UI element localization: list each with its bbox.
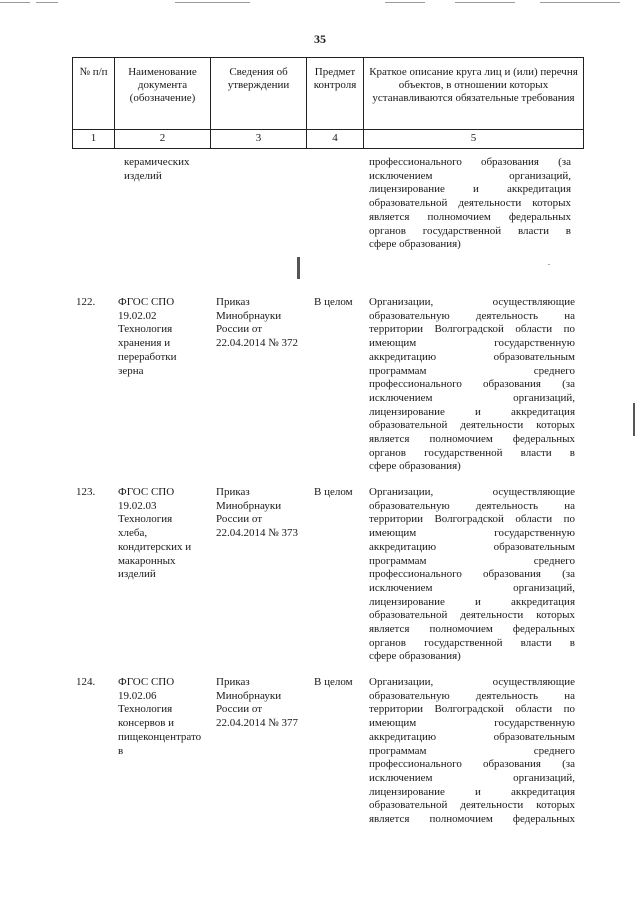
text-line: аккредитацию образовательным: [369, 350, 575, 363]
text-line: лицензирование и аккредитация: [369, 595, 575, 608]
text-line: территории Волгоградской области по: [369, 703, 575, 716]
text-line: зерна: [118, 364, 144, 377]
text-line: является полномочием федеральных: [369, 813, 575, 826]
text-line: является полномочием федеральных: [369, 210, 571, 223]
text-line: имеющим государственную: [369, 527, 575, 540]
text-line: образовательной деятельности которых: [369, 609, 575, 622]
text-line: территории Волгоградской области по: [369, 513, 575, 526]
text-line: сфере образования): [369, 238, 461, 251]
text-line: программам среднего: [369, 364, 575, 377]
header-col-number: № п/п: [73, 58, 115, 130]
column-number: 1: [73, 130, 115, 149]
text-line: переработки: [118, 350, 177, 363]
row-approval: [216, 296, 312, 351]
column-number: 5: [364, 130, 584, 149]
text-line: 19.02.03: [118, 499, 157, 512]
text-line: 22.04.2014 № 377: [216, 717, 298, 730]
text-line: России от: [216, 703, 263, 716]
text-line: лицензирование и аккредитация: [369, 405, 575, 418]
column-number: 2: [115, 130, 211, 149]
text-line: профессионального образования (за: [369, 568, 575, 581]
row-subject: В целом: [314, 486, 353, 498]
text-line: Минобрнауки: [216, 309, 282, 322]
header-col-description: Краткое описание круга лиц и (или) перечня объектов, в отношении которых устанавливаются обязательные требования: [364, 58, 584, 130]
row-document-name: [118, 296, 213, 378]
text-line: Организации, осуществляющие: [369, 676, 575, 688]
row-description: [369, 296, 575, 474]
row-description: [369, 486, 575, 664]
scan-artifact-top: [0, 0, 640, 8]
text-line: России от: [216, 513, 263, 526]
text-line: Технология: [118, 513, 173, 526]
text-line: аккредитацию образовательным: [369, 540, 575, 553]
text-line: образовательной деятельности которых: [369, 799, 575, 812]
scan-mark: [633, 403, 635, 436]
scan-speck: [548, 264, 550, 265]
text-line: консервов и: [118, 717, 175, 730]
text-line: Технология: [118, 703, 173, 716]
header-col-subject: Предмет контроля: [307, 58, 364, 130]
text-line: имеющим государственную: [369, 337, 575, 350]
text-line: ФГОС СПО: [118, 676, 175, 688]
text-line: профессионального образования (за: [369, 758, 575, 771]
row-document-name: [118, 486, 213, 582]
text-line: сфере образования): [369, 650, 461, 663]
text-line: территории Волгоградской области по: [369, 323, 575, 336]
text-line: органов государственной власти в: [369, 446, 575, 459]
text-line: органов государственной власти в: [369, 224, 571, 237]
text-line: России от: [216, 323, 263, 336]
text-line: 19.02.02: [118, 309, 157, 322]
text-line: Приказ: [216, 296, 250, 308]
continuation-description: [369, 156, 571, 252]
text-line: исключением организаций,: [369, 391, 575, 404]
text-line: образовательную деятельность на: [369, 689, 575, 702]
column-number: 3: [211, 130, 307, 149]
text-line: хлеба,: [118, 527, 148, 540]
row-subject: В целом: [314, 296, 353, 308]
text-line: 22.04.2014 № 372: [216, 337, 298, 350]
text-line: образовательную деятельность на: [369, 309, 575, 322]
header-col-approval: Сведения об утверждении: [211, 58, 307, 130]
row-subject: В целом: [314, 676, 353, 688]
text-line: кондитерских и: [118, 540, 192, 553]
text-line: исключением организаций,: [369, 581, 575, 594]
page-number: 35: [314, 32, 326, 46]
text-line: образовательную деятельность на: [369, 499, 575, 512]
text-line: в: [118, 744, 124, 757]
row-number: 124.: [76, 676, 96, 688]
text-line: исключением организаций,: [369, 771, 575, 784]
text-line: ФГОС СПО: [118, 296, 175, 308]
row-number: 123.: [76, 486, 96, 498]
text-line: макаронных: [118, 554, 176, 567]
text-line: 19.02.06: [118, 689, 157, 702]
row-approval: [216, 676, 312, 731]
row-document-name: [118, 676, 213, 758]
column-number: 4: [307, 130, 364, 149]
text-line: лицензирование и аккредитация: [369, 785, 575, 798]
text-line: керамических: [124, 156, 190, 168]
text-line: ФГОС СПО: [118, 486, 175, 498]
text-line: образовательной деятельности которых: [369, 197, 571, 210]
row-number: 122.: [76, 296, 96, 308]
text-line: является полномочием федеральных: [369, 433, 575, 446]
text-line: пищеконцентрато: [118, 730, 202, 743]
text-line: сфере образования): [369, 460, 461, 473]
text-line: исключением организаций,: [369, 169, 571, 182]
text-line: лицензирование и аккредитация: [369, 183, 571, 196]
text-line: Организации, осуществляющие: [369, 486, 575, 498]
row-approval: [216, 486, 312, 541]
text-line: органов государственной власти в: [369, 636, 575, 649]
header-col-name: Наименование документа (обозначение): [115, 58, 211, 130]
text-line: изделий: [118, 568, 156, 581]
text-line: Минобрнауки: [216, 689, 282, 702]
row-description: [369, 676, 575, 827]
text-line: Минобрнауки: [216, 499, 282, 512]
text-line: имеющим государственную: [369, 717, 575, 730]
text-line: образовательной деятельности которых: [369, 419, 575, 432]
text-line: программам среднего: [369, 744, 575, 757]
text-line: Приказ: [216, 676, 250, 688]
continuation-name: [124, 156, 219, 183]
text-line: является полномочием федеральных: [369, 623, 575, 636]
text-line: аккредитацию образовательным: [369, 730, 575, 743]
table-header: [72, 57, 584, 149]
text-line: хранения и: [118, 337, 171, 350]
text-line: 22.04.2014 № 373: [216, 527, 298, 540]
scan-mark: [297, 257, 300, 279]
text-line: программам среднего: [369, 554, 575, 567]
text-line: Технология: [118, 323, 173, 336]
text-line: профессионального образования (за: [369, 378, 575, 391]
text-line: профессионального образования (за: [369, 156, 571, 168]
text-line: Приказ: [216, 486, 250, 498]
text-line: Организации, осуществляющие: [369, 296, 575, 308]
text-line: изделий: [124, 169, 162, 182]
